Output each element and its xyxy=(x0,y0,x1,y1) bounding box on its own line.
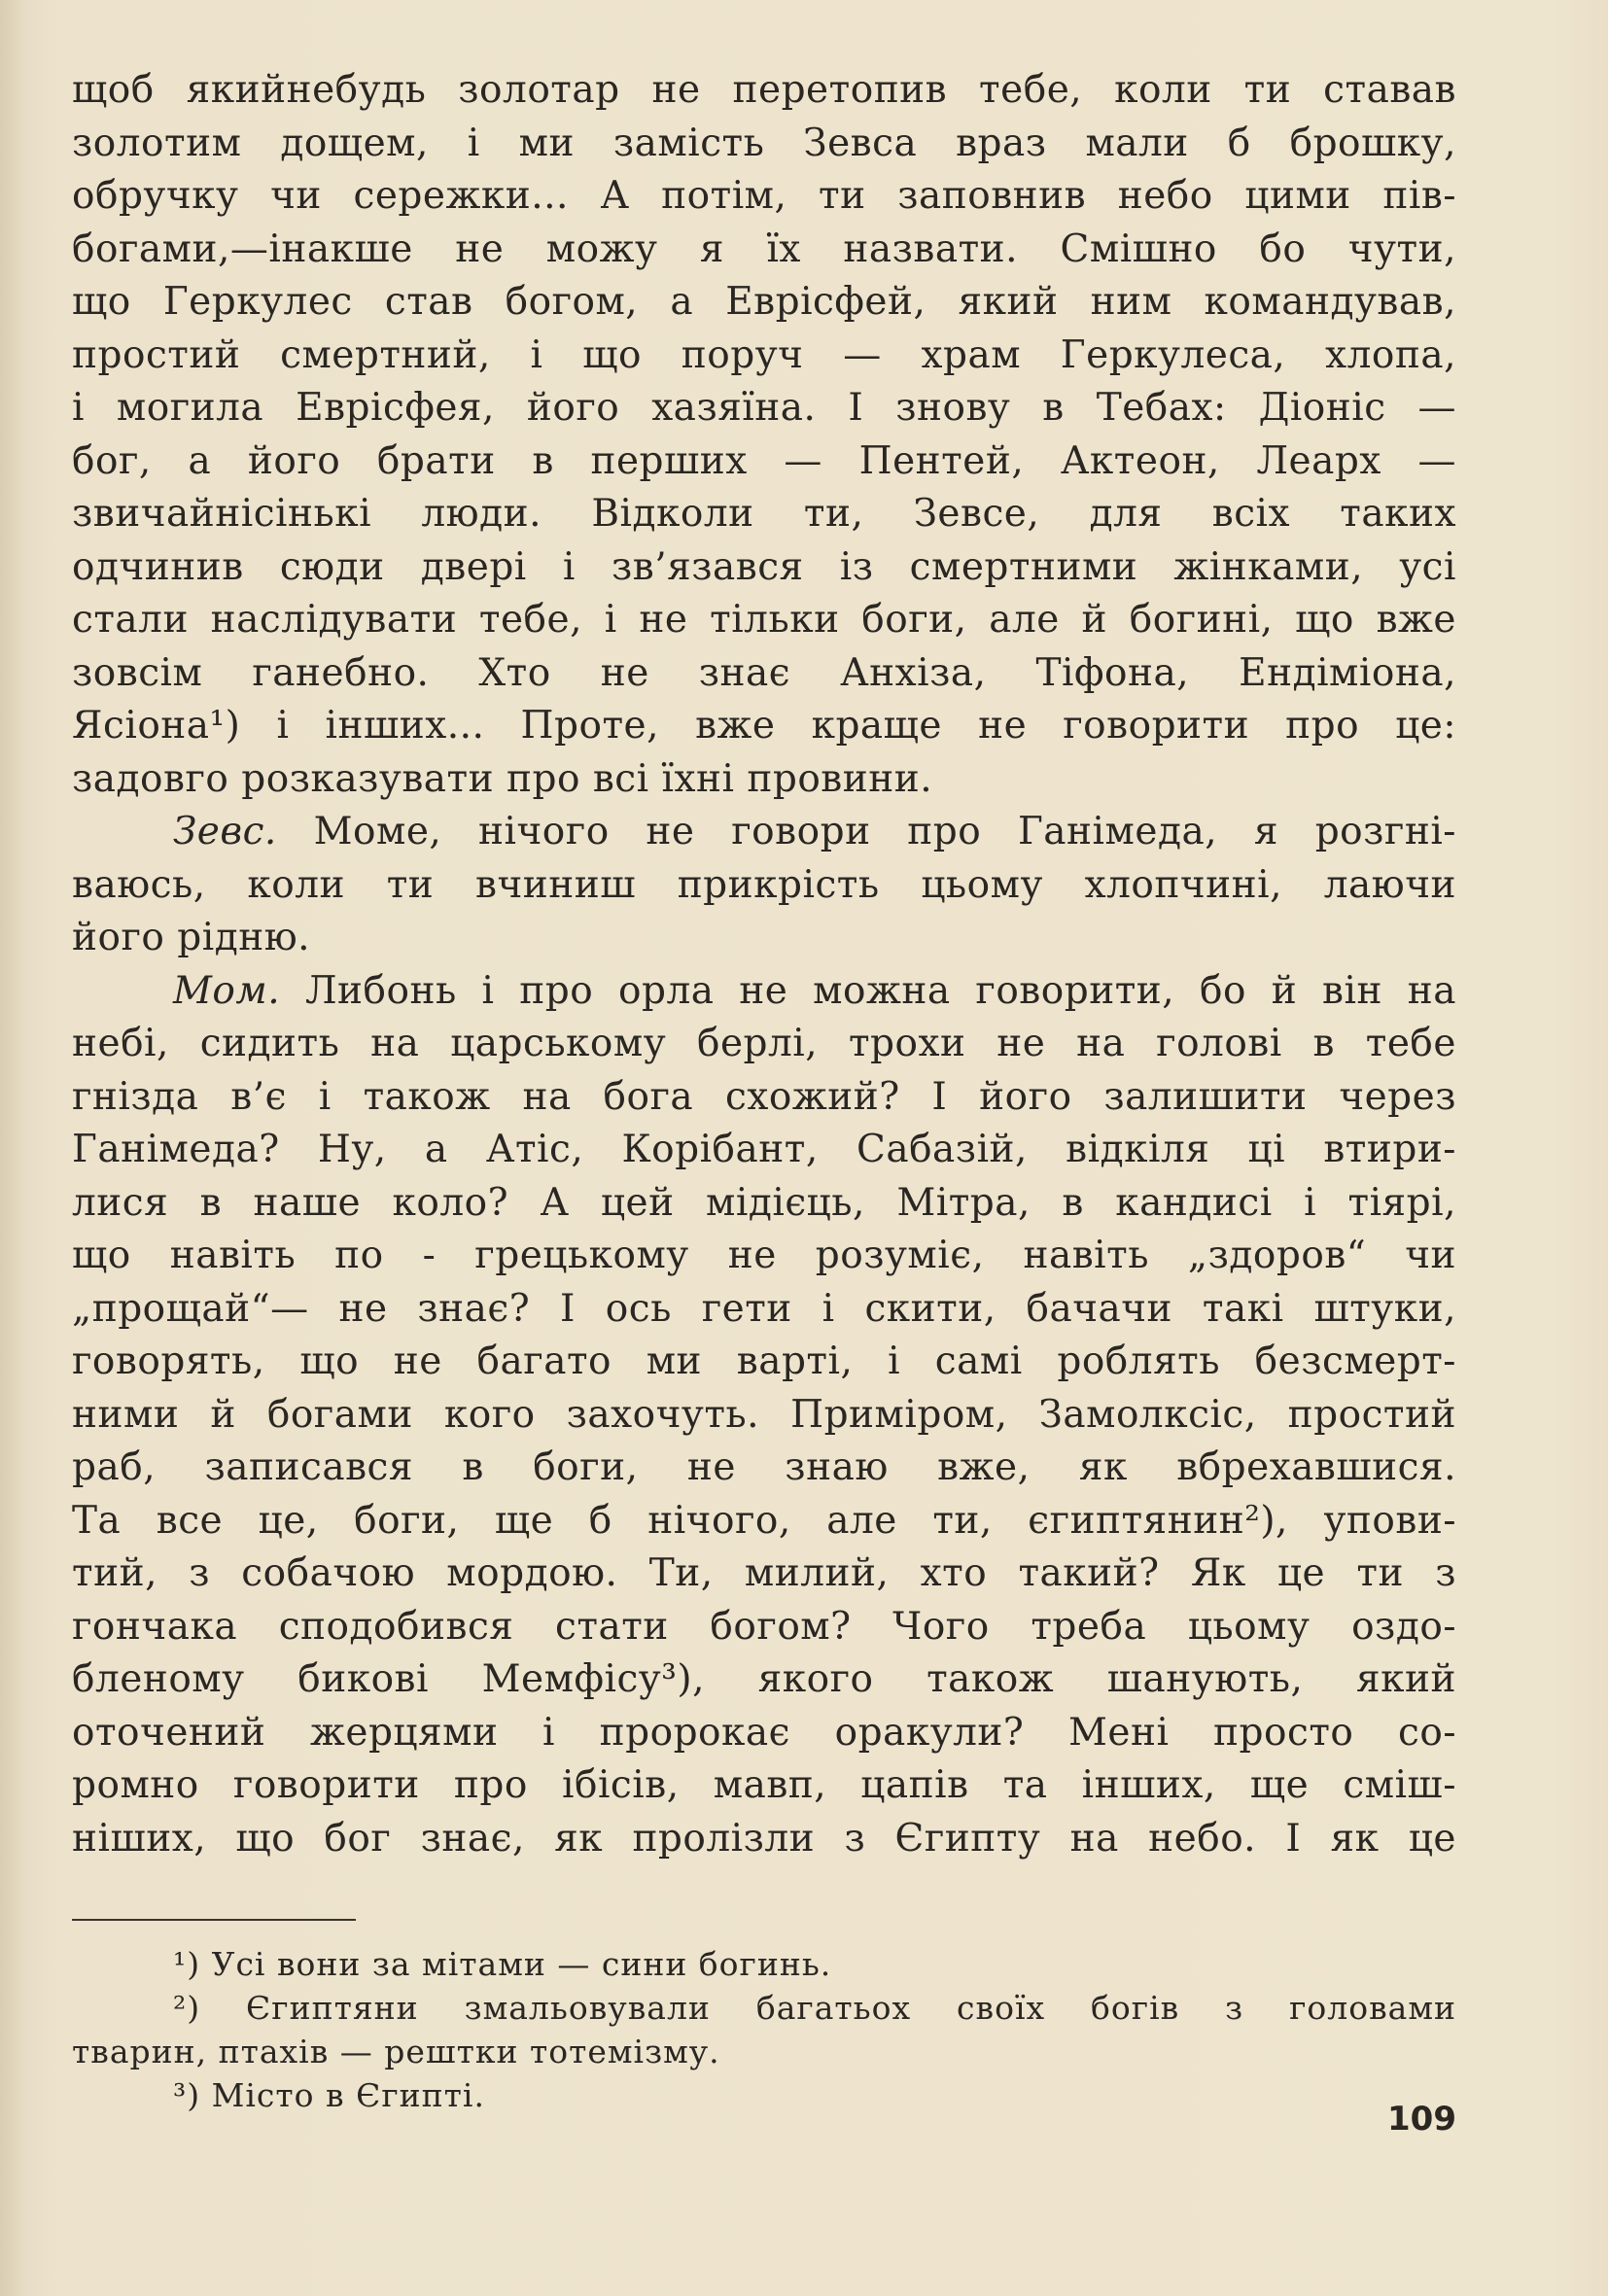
text-line: бленому бикові Мемфісу³), якого також шанують, який xyxy=(72,1657,1456,1701)
zeus-speech-line xyxy=(72,806,1456,859)
speaker-zeus: Зевс. xyxy=(173,810,277,853)
text-line: золотим дощем, і ми замість Зевса враз мали б брошку, xyxy=(72,121,1456,165)
text-line: що навіть по - грецькому не розуміє, навіть „здоров“ чи xyxy=(72,1234,1456,1277)
text-line: говорять, що не багато ми варті, і самі роблять безсмерт- xyxy=(72,1339,1456,1383)
text-line: гнізда в’є і також на бога схожий? І його залишити через xyxy=(72,1074,1456,1119)
speech-text: Либонь і про орла не можна говорити, бо й він на xyxy=(304,968,1456,1013)
text-line: ромно говорити про ібісів, мавп, цапів та інших, ще сміш- xyxy=(72,1763,1456,1807)
speech-text: Моме, нічого не говори про Ганімеда, я розгні- xyxy=(313,810,1456,853)
text-line: звичайнісінькі люди. Відколи ти, Зевсе, для всіх таких xyxy=(72,492,1456,536)
text-line: тий, з собачою мордою. Ти, милий, хто такий? Як це ти з xyxy=(72,1551,1456,1595)
footnote-1: ¹) Усі вони за мітами — сини богинь. xyxy=(173,1945,832,1983)
text-line: одчинив сюди двері і зв’язався із смертними жінками, усі xyxy=(72,544,1456,589)
text-line: лися в наше коло? А цей мідієць, Мітра, в кандисі і тіярі, xyxy=(72,1180,1456,1225)
text-line: задовго розказувати про всі їхні провини. xyxy=(72,756,933,801)
text-line: „прощай“— не знає? І ось гети і скити, бачачи такі штуки, xyxy=(72,1286,1456,1331)
text-line: оточений жерцями і пророкає оракули? Мені просто со- xyxy=(72,1710,1456,1755)
text-line: стали наслідувати тебе, і не тільки боги, але й богині, що вже xyxy=(72,598,1456,642)
page-number: 109 xyxy=(1387,2100,1456,2139)
text-line: небі, сидить на царському берлі, трохи не на голові в тебе xyxy=(72,1022,1456,1065)
text-line: обручку чи сережки... А потім, ти заповнив небо цими пів- xyxy=(72,174,1456,218)
footnote-2: ²) Єгиптяни змальовували багатьох своїх богів з головами xyxy=(173,1989,1456,2027)
footnote-2-continuation: тварин, птахів — рештки тотемізму. xyxy=(72,2033,720,2070)
text-line: і могила Еврісфея, його хазяїна. І знову в Тебах: Діоніс — xyxy=(72,386,1456,430)
text-line: ваюсь, коли ти вчиниш прикрість цьому хлопчині, лаючи xyxy=(72,862,1456,907)
text-line: його рідню. xyxy=(72,916,311,959)
text-line: Ясіона¹) і інших... Проте, вже краще не говорити про це: xyxy=(72,704,1456,748)
text-line: простий смертний, і що поруч — храм Геркулеса, хлопа, xyxy=(72,332,1456,377)
text-line: ними й богами кого захочуть. Приміром, Замолксіс, простий xyxy=(72,1392,1456,1437)
mom-speech-line xyxy=(72,965,1456,1019)
footnotes xyxy=(72,1942,1456,2117)
text-line: щоб якийнебудь золотар не перетопив тебе, коли ти ставав xyxy=(72,68,1456,112)
speaker-mom: Мом. xyxy=(173,968,281,1013)
text-line: Та все це, боги, ще б нічого, але ти, єгиптянин²), упови- xyxy=(72,1498,1456,1543)
text-line: раб, записався в боги, не знаю вже, як вбрехавшися. xyxy=(72,1445,1456,1489)
text-line: гончака сподобився стати богом? Чого треба цьому оздо- xyxy=(72,1604,1456,1649)
text-line: Ганімеда? Ну, а Атіс, Корібант, Сабазій, відкіля ці втири- xyxy=(72,1128,1456,1171)
text-line: зовсім ганебно. Хто не знає Анхіза, Тіфона, Ендіміона, xyxy=(72,650,1456,695)
footnote-3: ³) Місто в Єгипті. xyxy=(173,2076,485,2114)
text-line: богами,—інакше не можу я їх назвати. Смішно бо чути, xyxy=(72,226,1456,271)
text-line: що Геркулес став богом, а Еврісфей, який ним командував, xyxy=(72,280,1456,324)
text-line: ніших, що бог знає, як пролізли з Єгипту на небо. І як це xyxy=(72,1816,1456,1861)
text-line: бог, а його брати в перших — Пентей, Актеон, Леарх — xyxy=(72,438,1456,483)
footnote-divider xyxy=(72,1919,356,1921)
main-text xyxy=(72,64,1456,1865)
